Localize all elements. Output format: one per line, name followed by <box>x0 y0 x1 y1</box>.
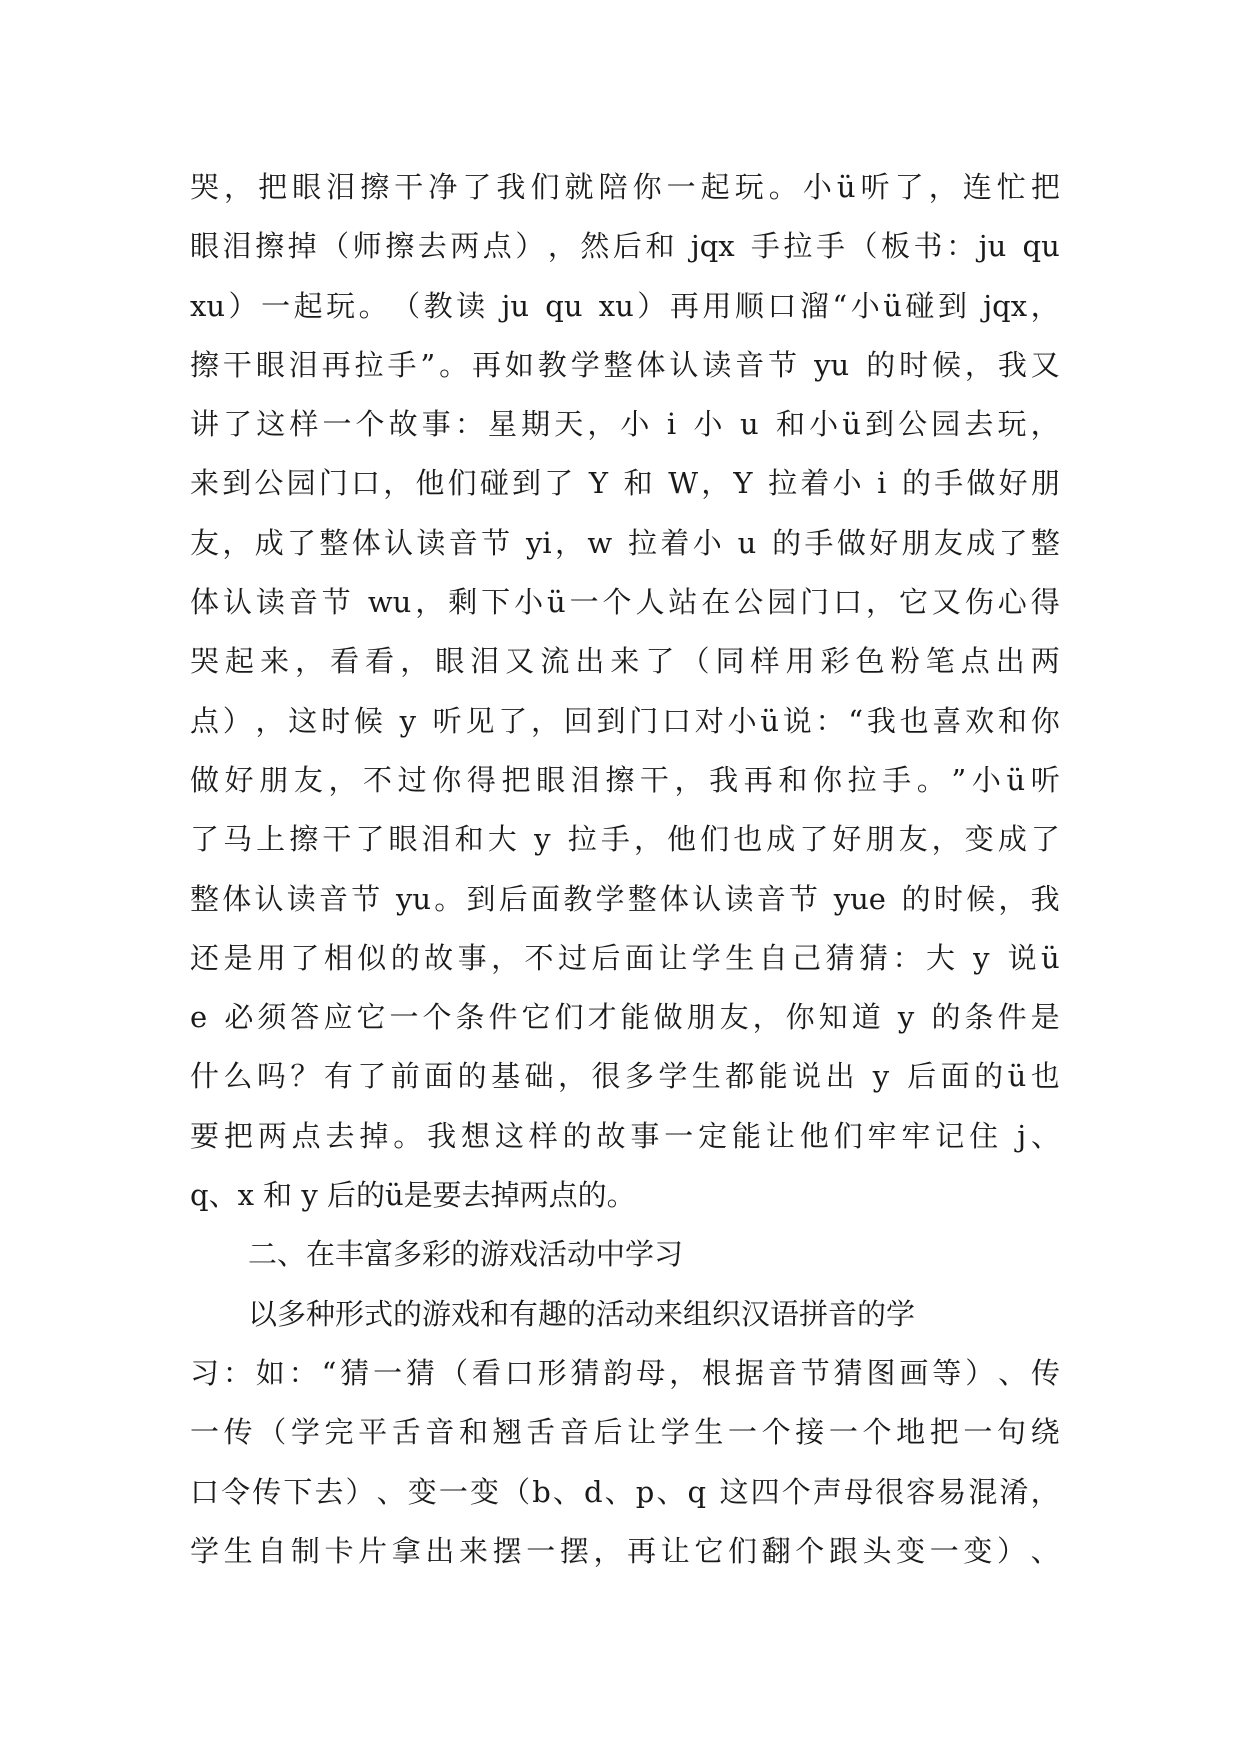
paragraph-line: 要 把 两 点 去 掉 。 我 想 这 样 的 故 事 一 定 能 让 他 们 牢 牢 记 住 j 、 <box>190 1118 1060 1153</box>
paragraph-line: 以多种形式的游戏和有趣的活动来组织汉语拼音的学 <box>248 1296 916 1331</box>
paragraph-line: 口 令 传 下 去 ） 、 变 一 变 （ b 、 d 、 p 、 q 这 四 个 声 母 很 容 易 混 淆 ， <box>190 1474 1060 1509</box>
paragraph-line: 体 认 读 音 节 wu ， 剩 下 小 ü 一 个 人 站 在 公 园 门 口 ， 它 又 伤 心 得 <box>190 585 1060 620</box>
paragraph-line: 眼 泪 擦 掉 （ 师 擦 去 两 点 ） ， 然 后 和 jqx 手 拉 手 （ 板 书 ： ju qu <box>190 229 1060 264</box>
paragraph-line: 点 ） ， 这 时 候 y 听 见 了 ， 回 到 门 口 对 小 ü 说 ： “ 我 也 喜 欢 和 你 <box>190 703 1060 738</box>
paragraph-line: q、x 和 y 后的ü是要去掉两点的。 <box>190 1178 636 1213</box>
paragraph-line: 学 生 自 制 卡 片 拿 出 来 摆 一 摆 ， 再 让 它 们 翻 个 跟 头 变 一 变 ） 、 <box>190 1533 1060 1568</box>
paragraph-line: 习 ： 如 ： “ 猜 一 猜 （ 看 口 形 猜 韵 母 ， 根 据 音 节 猜 图 画 等 ） 、 传 <box>190 1355 1060 1390</box>
paragraph-line: 整 体 认 读 音 节 yu 。 到 后 面 教 学 整 体 认 读 音 节 yue 的 时 候 ， 我 <box>190 881 1060 916</box>
paragraph-line: 做 好 朋 友 ， 不 过 你 得 把 眼 泪 擦 干 ， 我 再 和 你 拉 手 。 ” 小 ü 听 <box>190 762 1060 797</box>
paragraph-line: 擦 干 眼 泪 再 拉 手 ” 。 再 如 教 学 整 体 认 读 音 节 yu 的 时 候 ， 我 又 <box>190 347 1060 382</box>
document-body <box>190 158 1060 1581</box>
section-heading: 二、在丰富多彩的游戏活动中学习 <box>248 1237 684 1272</box>
paragraph-line: 来 到 公 园 门 口 ， 他 们 碰 到 了 Y 和 W ， Y 拉 着 小 i 的 手 做 好 朋 <box>190 466 1060 501</box>
paragraph-line: 什 么 吗 ？ 有 了 前 面 的 基 础 ， 很 多 学 生 都 能 说 出 y 后 面 的 ü 也 <box>190 1059 1060 1094</box>
paragraph-line: e 必 须 答 应 它 一 个 条 件 它 们 才 能 做 朋 友 ， 你 知 道 y 的 条 件 是 <box>190 1000 1060 1035</box>
paragraph-line: xu ） 一 起 玩 。 （ 教 读 ju qu xu ） 再 用 顺 口 溜 “ 小 ü 碰 到 jqx ， <box>190 288 1060 323</box>
paragraph-line: 哭 ， 把 眼 泪 擦 干 净 了 我 们 就 陪 你 一 起 玩 。 小 ü 听 了 ， 连 忙 把 <box>190 170 1060 204</box>
paragraph-line: 讲 了 这 样 一 个 故 事 ： 星 期 天 ， 小 i 小 u 和 小 ü 到 公 园 去 玩 ， <box>190 407 1060 442</box>
paragraph-line: 还 是 用 了 相 似 的 故 事 ， 不 过 后 面 让 学 生 自 己 猜 猜 ： 大 y 说 ü <box>190 940 1060 975</box>
paragraph-line: 友 ， 成 了 整 体 认 读 音 节 yi ， w 拉 着 小 u 的 手 做 好 朋 友 成 了 整 <box>190 525 1060 560</box>
paragraph-line: 哭 起 来 ， 看 看 ， 眼 泪 又 流 出 来 了 （ 同 样 用 彩 色 粉 笔 点 出 两 <box>190 644 1060 679</box>
paragraph-line: 了 马 上 擦 干 了 眼 泪 和 大 y 拉 手 ， 他 们 也 成 了 好 朋 友 ， 变 成 了 <box>190 822 1060 857</box>
paragraph-line: 一 传 （ 学 完 平 舌 音 和 翘 舌 音 后 让 学 生 一 个 接 一 个 地 把 一 句 绕 <box>190 1415 1060 1450</box>
